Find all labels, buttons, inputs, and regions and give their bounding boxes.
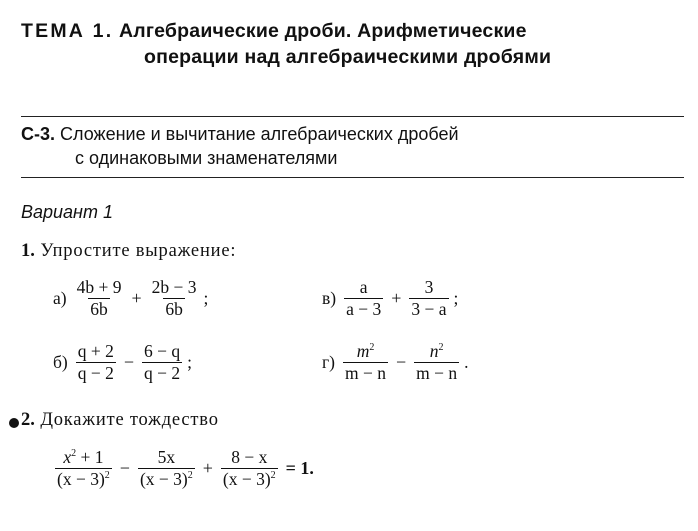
task2-f1-den-base: (x − 3) (57, 469, 105, 489)
item-g-f2-denominator: m − n (416, 363, 458, 383)
task2-fraction-2 (138, 448, 195, 489)
topic-title-line1: Алгебраические дроби. Арифметические (118, 20, 527, 42)
item-a-f1-denominator: 6b (90, 299, 108, 319)
section-header (21, 122, 459, 170)
task2-f1-den-exp: 2 (104, 470, 110, 481)
item-g-f2-num-exp: 2 (438, 342, 444, 353)
section-title-line2: с одинаковыми знаменателями (75, 148, 338, 168)
task2-f1-num-exp: 2 (71, 448, 77, 459)
task1-item-g (322, 342, 469, 383)
item-g-fraction-1 (343, 342, 388, 383)
item-b-operator: − (123, 352, 135, 372)
item-v-f1-denominator: a − 3 (346, 299, 382, 319)
task1-item-v (322, 278, 458, 319)
item-a-fraction-2 (150, 278, 199, 319)
item-v-operator: + (391, 288, 402, 308)
item-v-label: в) (322, 288, 337, 308)
task2-heading (21, 410, 219, 431)
task2-operator-1: − (119, 458, 130, 478)
item-a-f2-denominator: 6b (165, 299, 183, 319)
task1-heading (21, 241, 236, 262)
task2-result: = 1. (285, 458, 314, 478)
variant-label: Вариант 1 (21, 202, 113, 222)
item-a-label: а) (53, 288, 67, 308)
section-top-rule (21, 116, 684, 117)
item-g-fraction-2 (414, 342, 459, 383)
item-g-end: . (464, 352, 469, 372)
task2-fraction-1 (55, 448, 112, 489)
item-g-f2-num-base: n (429, 341, 439, 361)
item-b-f1-numerator: q + 2 (77, 341, 114, 361)
section-title-line1: Сложение и вычитание алгебраических дробей (60, 124, 459, 144)
task2-f3-numerator: 8 − x (231, 447, 268, 467)
item-g-f1-numerator (355, 342, 377, 362)
task2-f3-denominator (221, 468, 278, 489)
item-b-fraction-2 (142, 342, 182, 383)
item-g-f1-num-exp: 2 (369, 342, 375, 353)
task2-f3-den-base: (x − 3) (222, 469, 271, 489)
task2-f1-denominator (55, 468, 112, 489)
item-a-end: ; (203, 288, 209, 308)
topic-title-line2: операции над алгебраическими дробями (144, 46, 552, 68)
task2-f2-den-base: (x − 3) (139, 469, 188, 489)
topic-label: ТЕМА 1. (21, 20, 114, 42)
task2-bullet-icon (9, 418, 19, 428)
task2-operator-2: + (202, 458, 213, 478)
topic-header (21, 18, 551, 70)
task1-text: Упростите выражение: (40, 241, 237, 261)
task1-number: 1. (21, 241, 35, 261)
task2-identity (53, 448, 320, 489)
task2-f1-numerator (61, 448, 105, 468)
task2-f3-den-exp: 2 (270, 470, 276, 481)
task2-f2-numerator: 5x (157, 447, 176, 467)
task2-text: Докажите тождество (40, 410, 219, 430)
item-g-label: г) (322, 352, 336, 372)
item-a-f1-numerator: 4b + 9 (76, 277, 122, 297)
item-a-operator: + (131, 288, 142, 308)
task1-item-b (53, 342, 192, 383)
item-v-f2-numerator: 3 (424, 277, 434, 297)
item-b-fraction-1 (76, 342, 116, 383)
task1-item-a (53, 278, 208, 319)
item-g-f2-numerator (428, 342, 446, 362)
item-b-f2-denominator: q − 2 (144, 363, 181, 383)
item-b-label: б) (53, 352, 68, 372)
task2-fraction-3 (221, 448, 278, 489)
item-g-operator: − (396, 352, 407, 372)
item-v-end: ; (453, 288, 459, 308)
task2-f2-den-exp: 2 (187, 470, 193, 481)
section-code: С-3. (21, 124, 56, 144)
section-bottom-rule (21, 177, 684, 178)
item-g-f1-denominator: m − n (345, 363, 386, 383)
item-v-fraction-1 (344, 278, 383, 319)
item-b-f2-numerator: 6 − q (144, 341, 181, 361)
task2-number: 2. (21, 410, 35, 430)
item-v-fraction-2 (409, 278, 448, 319)
item-b-f1-denominator: q − 2 (77, 363, 114, 383)
item-a-f2-numerator: 2b − 3 (151, 277, 197, 297)
task2-f2-denominator (138, 468, 195, 489)
item-v-f2-denominator: 3 − a (411, 299, 447, 319)
item-b-end: ; (187, 352, 193, 372)
task2-f1-num-base: x (63, 447, 72, 467)
item-v-f1-numerator: a (359, 277, 368, 297)
task2-f1-num-rest: + 1 (76, 447, 104, 467)
item-g-f1-num-base: m (356, 341, 370, 361)
item-a-fraction-1 (75, 278, 124, 319)
